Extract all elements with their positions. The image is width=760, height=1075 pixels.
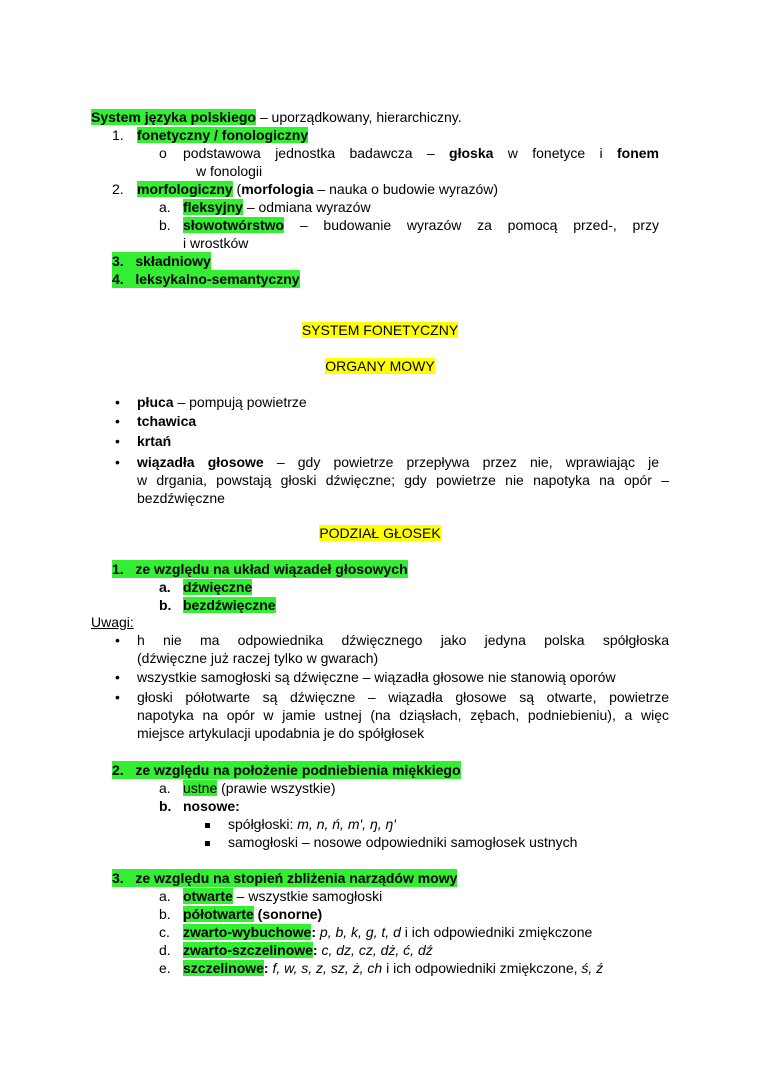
sub-item-colon: :: [311, 924, 317, 940]
bullet-icon: •: [115, 632, 120, 648]
sub-bold: głoska: [449, 145, 494, 161]
section-heading: [0, 357, 760, 375]
list-item-text: (: [232, 181, 242, 197]
notes-title: Uwagi:: [91, 614, 134, 630]
sub-item: [183, 779, 336, 797]
list-item-bold: morfologia: [241, 181, 314, 197]
bullet-icon: •: [115, 394, 120, 410]
bullet-icon: •: [115, 413, 120, 429]
square-bullet-icon: [205, 815, 210, 833]
list-item: [112, 252, 211, 270]
sub-item-text: i ich odpowiedniki zmiękczone,: [382, 960, 578, 976]
heading-text: PODZIAŁ GŁOSEK: [319, 525, 441, 541]
section-item: [112, 560, 408, 578]
sub-item: [183, 797, 240, 815]
sub-item: [183, 216, 659, 234]
section-title: ze względu na stopień zbliżenia narządów mowy: [135, 870, 458, 886]
sub-marker: a.: [159, 199, 171, 215]
list-item: [137, 180, 498, 198]
intro-line: [91, 108, 462, 126]
sub-item-label: szczelinowe: [183, 960, 264, 976]
bullet-bold: tchawica: [137, 413, 197, 429]
list-number: 3.: [112, 253, 124, 269]
sub-item-colon: :: [263, 960, 269, 976]
subsub-text: spółgłoski:: [228, 816, 298, 832]
sub-marker: d.: [159, 942, 171, 958]
list-item-text: – nauka o budowie wyrazów): [313, 181, 499, 197]
sub-item: [183, 941, 433, 959]
sub-marker: c.: [159, 924, 170, 940]
section-item: [112, 761, 461, 779]
sub-item-text: i ich odpowiedniki zmiękczone: [400, 924, 593, 940]
intro-rest: – uporządkowany, hierarchiczny.: [255, 109, 462, 125]
list-number: 4.: [112, 271, 124, 287]
sub-item: [183, 144, 659, 162]
sub-item-italic: f, w, s, z, sz, ż, ch: [268, 960, 383, 976]
section-item: [112, 869, 457, 887]
bullet-item: [137, 393, 307, 411]
sub-marker: a.: [159, 780, 171, 796]
bullet-icon: •: [115, 689, 120, 705]
sub-marker: a.: [159, 888, 171, 904]
bullet-item: [137, 432, 171, 450]
sub-item-text: (prawie wszystkie): [217, 780, 336, 796]
sub-item-label: półotwarte: [183, 906, 254, 922]
bullet-text: – pompują powietrze: [173, 394, 307, 410]
section-heading: [0, 524, 760, 542]
sub-item-italic: ś, ź: [577, 960, 604, 976]
list-number: 1.: [112, 561, 124, 577]
bullet-icon: •: [115, 454, 120, 470]
sub-item: [183, 198, 371, 216]
section-title: ze względu na położenie podniebienia miękkiego: [135, 762, 461, 778]
heading-text: SYSTEM FONETYCZNY: [301, 322, 459, 338]
sub-item-text: – budowanie wyrazów za pomocą przed-, przy: [284, 217, 659, 233]
note-continuation: napotyka na opór w jamie ustnej (na dziąsłach, zębach, podniebieniu), a więc: [137, 707, 669, 723]
sub-marker: a.: [159, 579, 171, 595]
sub-item-label: fleksyjny: [183, 199, 243, 215]
sub-marker: b.: [159, 906, 171, 922]
sub-item-label: nosowe:: [183, 798, 240, 814]
sub-item-label: bezdźwięczne: [183, 597, 276, 613]
list-item-label: składniowy: [135, 253, 211, 269]
bullet-continuation: bezdźwięczne: [137, 490, 225, 506]
list-number: 1.: [112, 127, 124, 143]
bullet-item: [137, 412, 196, 430]
heading-text: ORGANY MOWY: [325, 358, 435, 374]
subsub-item: samogłoski – nosowe odpowiedniki samogłosek ustnych: [228, 834, 578, 850]
intro-title: System języka polskiego: [91, 109, 256, 125]
list-number: 3.: [112, 870, 124, 886]
sub-text: w fonetyce i: [493, 145, 617, 161]
bullet-item: [137, 453, 659, 471]
sub-item-label: ustne: [183, 780, 218, 796]
list-item-label: leksykalno-semantyczny: [135, 271, 300, 287]
bullet-icon: •: [115, 669, 120, 685]
note-continuation: miejsce artykulacji upodabnia je do spółgłosek: [137, 725, 425, 741]
section-title: ze względu na układ wiązadeł głosowych: [135, 561, 408, 577]
list-item-label: morfologiczny: [137, 181, 233, 197]
sub-item-italic: c, dz, cz, dż, ć, dź: [317, 942, 433, 958]
bullet-bold: krtań: [137, 433, 172, 449]
sub-marker: b.: [159, 798, 172, 814]
note-item: h nie ma odpowiednika dźwięcznego jako jedyna polska spółgłoska: [137, 632, 669, 648]
sub-marker: e.: [159, 960, 171, 976]
bullet-continuation: w drgania, powstają głoski dźwięczne; gdy powietrze nie napotyka na opór –: [137, 472, 669, 488]
bullet-text: – gdy powietrze przepływa przez nie, wprawiając je: [263, 454, 659, 470]
list-number: 2.: [112, 181, 124, 197]
sub-item: [183, 959, 603, 977]
sub-item-text: – odmiana wyrazów: [242, 199, 371, 215]
note-item: głoski półotwarte są dźwięczne – wiązadła głosowe są otwarte, powietrze: [137, 689, 669, 705]
sub-item-label: dźwięczne: [183, 579, 253, 595]
note-continuation: (dźwięczne już raczej tylko w gwarach): [137, 650, 379, 666]
bullet-bold: wiązadła głosowe: [137, 454, 264, 470]
sub-marker: b.: [159, 597, 172, 613]
sub-item-label: otwarte: [183, 888, 233, 904]
list-item: [112, 270, 300, 288]
bullet-bold: płuca: [137, 394, 174, 410]
section-heading: [0, 321, 760, 339]
bullet-icon: •: [115, 433, 120, 449]
subsub-italic: m, n, ń, m', ŋ, ŋ': [297, 816, 396, 832]
sub-item-continuation: w fonologii: [196, 163, 263, 179]
sub-item: [183, 578, 252, 596]
sub-item-bold: (sonorne): [253, 906, 323, 922]
note-item: wszystkie samogłoski są dźwięczne – wiązadła głosowe nie stanowią oporów: [137, 669, 616, 685]
sub-item: [183, 596, 276, 614]
sub-item-italic: p, b, k, g, t, d: [316, 924, 401, 940]
square-bullet-icon: [205, 833, 210, 851]
sub-bold: fonem: [617, 145, 659, 161]
sub-item: [183, 923, 592, 941]
sub-text: podstawowa jednostka badawcza –: [183, 145, 450, 161]
sub-item-label: zwarto-szczelinowe: [183, 942, 313, 958]
sub-item-continuation: i wrostków: [183, 235, 249, 251]
sub-item-text: – wszystkie samogłoski: [232, 888, 383, 904]
sub-item-label: zwarto-wybuchowe: [183, 924, 312, 940]
list-item: [137, 126, 308, 144]
sub-item: [183, 905, 322, 923]
sub-marker: o: [159, 145, 167, 161]
sub-item: [183, 887, 382, 905]
sub-item-label: słowotwórstwo: [183, 217, 285, 233]
list-item-label: fonetyczny / fonologiczny: [137, 127, 309, 143]
list-number: 2.: [112, 762, 124, 778]
sub-item-colon: :: [312, 942, 318, 958]
sub-marker: b.: [159, 217, 171, 233]
subsub-item: [228, 815, 396, 833]
